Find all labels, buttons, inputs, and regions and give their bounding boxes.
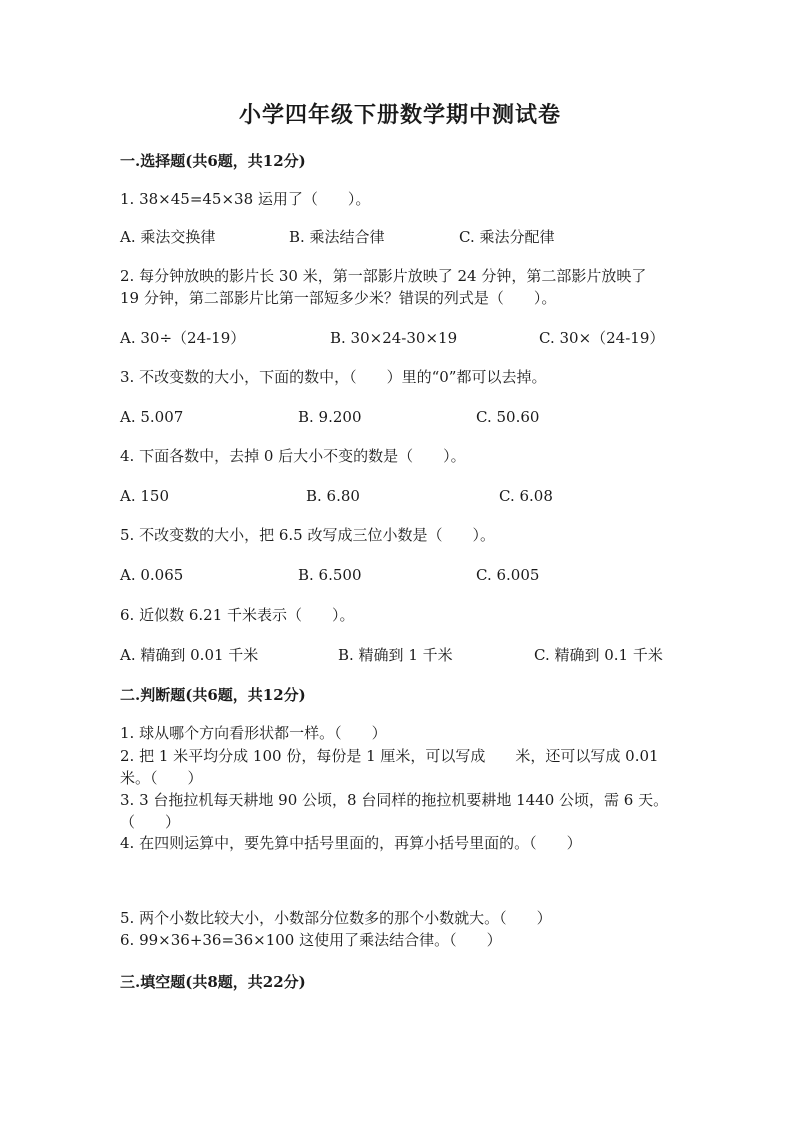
choice-6-option-b: B. 精确到 1 千米 [338, 646, 453, 664]
choice-1-option-b: B. 乘法结合律 [289, 228, 385, 246]
section-heading-judge: 二.判断题(共6题，共12分) [120, 686, 306, 704]
choice-5-option-c: C. 6.005 [476, 566, 540, 584]
page-title: 小学四年级下册数学期中测试卷 [238, 102, 561, 128]
choice-question-2-line-2: 19 分钟，第二部影片比第一部短多少米？错误的列式是（ ）。 [120, 289, 557, 307]
choice-4-option-b: B. 6.80 [306, 487, 360, 505]
choice-1-option-a: A. 乘法交换律 [120, 228, 216, 246]
choice-1-option-c: C. 乘法分配律 [459, 228, 555, 246]
judge-question-3-line-2: （ ） [120, 813, 181, 831]
choice-2-option-c: C. 30×（24-19） [539, 329, 665, 347]
choice-6-option-c: C. 精确到 0.1 千米 [534, 646, 663, 664]
choice-2-option-a: A. 30÷（24-19） [120, 329, 246, 347]
section-heading-choice: 一.选择题(共6题，共12分) [120, 152, 306, 170]
judge-question-5: 5. 两个小数比较大小，小数部分位数多的那个小数就大。（ ） [120, 909, 552, 927]
choice-5-option-a: A. 0.065 [120, 566, 184, 584]
choice-2-option-b: B. 30×24-30×19 [330, 329, 458, 347]
choice-question-4: 4. 下面各数中，去掉 0 后大小不变的数是（ ）。 [120, 447, 466, 465]
choice-question-5: 5. 不改变数的大小，把 6.5 改写成三位小数是（ ）。 [120, 526, 495, 544]
judge-question-4: 4. 在四则运算中，要先算中括号里面的，再算小括号里面的。（ ） [120, 834, 582, 852]
choice-question-2-line-1: 2. 每分钟放映的影片长 30 米，第一部影片放映了 24 分钟，第二部影片放映了 [120, 267, 647, 285]
choice-question-6: 6. 近似数 6.21 千米表示（ ）。 [120, 606, 355, 624]
judge-question-3-line-1: 3. 3 台拖拉机每天耕地 90 公顷，8 台同样的拖拉机要耕地 1440 公顷，需 6 天。 [120, 791, 669, 809]
choice-6-option-a: A. 精确到 0.01 千米 [120, 646, 259, 664]
judge-question-6: 6. 99×36+36=36×100 这使用了乘法结合律。（ ） [120, 931, 502, 949]
choice-3-option-c: C. 50.60 [476, 408, 540, 426]
choice-4-option-a: A. 150 [120, 487, 169, 505]
judge-question-2-line-2: 米。（ ） [120, 769, 203, 787]
choice-question-3: 3. 不改变数的大小，下面的数中，（ ）里的“0”都可以去掉。 [120, 368, 547, 386]
choice-3-option-b: B. 9.200 [298, 408, 362, 426]
choice-3-option-a: A. 5.007 [120, 408, 184, 426]
judge-question-1: 1. 球从哪个方向看形状都一样。（ ） [120, 724, 387, 742]
judge-question-2-line-1: 2. 把 1 米平均分成 100 份，每份是 1 厘米，可以写成 米，还可以写成 0.01 [120, 747, 659, 765]
choice-5-option-b: B. 6.500 [298, 566, 362, 584]
choice-question-1: 1. 38×45=45×38 运用了（ ）。 [120, 190, 371, 208]
section-heading-fill: 三.填空题(共8题，共22分) [120, 973, 306, 991]
choice-4-option-c: C. 6.08 [499, 487, 553, 505]
